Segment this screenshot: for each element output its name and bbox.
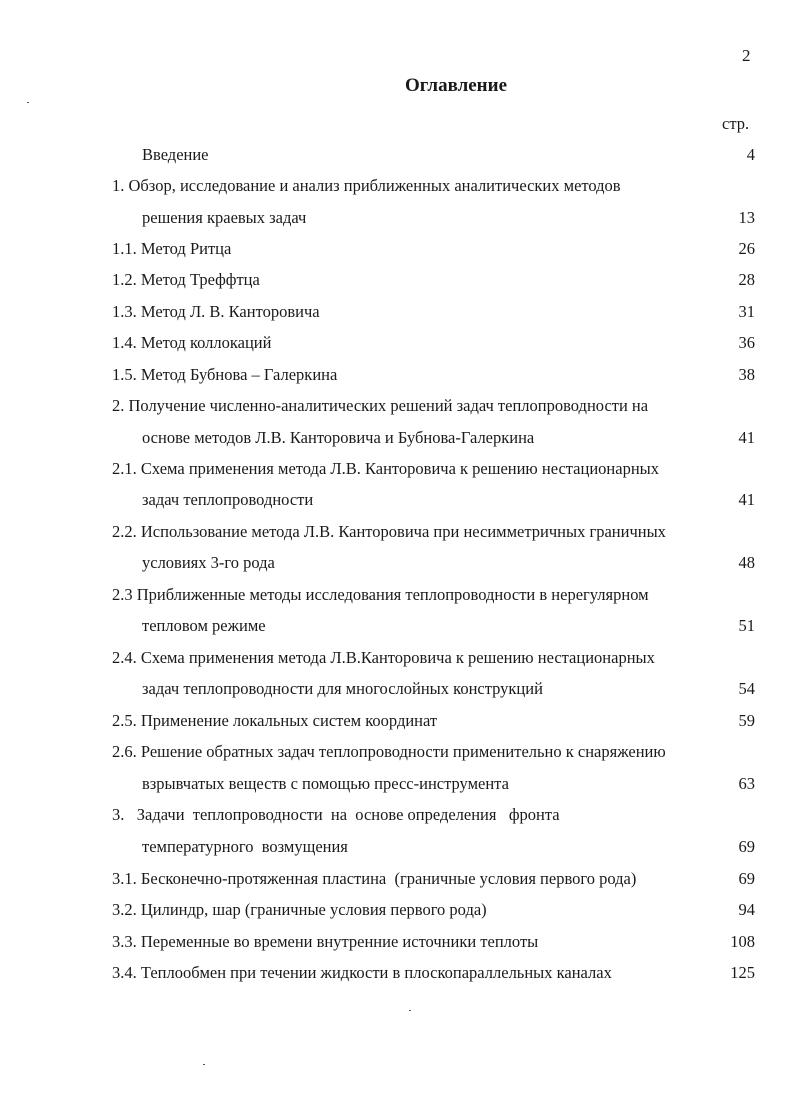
toc-entry-page: 125 [730, 963, 755, 982]
toc-entry-page: 108 [730, 932, 755, 951]
toc-entry-text: 3.1. Бесконечно-протяженная пластина (граничные условия первого рода) [112, 869, 637, 888]
toc-entry-text-continued: задач теплопроводности [142, 490, 314, 509]
toc-entry-page: 41 [738, 490, 755, 509]
toc-entry-text: 1.3. Метод Л. В. Канторовича [112, 302, 320, 321]
toc-entry-text: Введение [142, 145, 209, 164]
toc-entry-page: 13 [738, 208, 755, 227]
toc-entry-text: 2. Получение численно-аналитических решений задач теплопроводности на [112, 396, 649, 415]
toc-entry-text-continued: решения краевых задач [142, 208, 307, 227]
toc-entry-text: 2.6. Решение обратных задач теплопроводности применительно к снаряжению [112, 742, 666, 761]
toc-entry-page: 31 [738, 302, 755, 321]
toc-entry-text: 1. Обзор, исследование и анализ приближенных аналитических методов [112, 176, 621, 195]
toc-entry-page: 38 [738, 365, 755, 384]
page-title: Оглавление [404, 75, 508, 96]
toc-entry-page: 51 [738, 616, 755, 635]
toc-entry-page: 63 [738, 774, 755, 793]
toc-entry-text-continued: задач теплопроводности для многослойных конструкций [142, 679, 543, 698]
toc-entry-page: 48 [738, 553, 755, 572]
toc-entry-text: 3. Задачи теплопроводности на основе определения фронта [112, 805, 560, 824]
page-number: 2 [742, 46, 751, 65]
toc-entry-page: 54 [738, 679, 755, 698]
toc-entry-page: 94 [738, 900, 755, 919]
toc-entry-page: 26 [738, 239, 755, 258]
page-column-header: стр. [722, 114, 750, 133]
toc-entry-text: 2.2. Использование метода Л.В. Канторовича при несимметричных граничных [112, 522, 666, 541]
toc-entry-text-continued: тепловом режиме [142, 616, 266, 635]
toc-entry-text-continued: температурного возмущения [142, 837, 348, 856]
toc-entry-text-continued: условиях 3-го рода [142, 553, 275, 572]
toc-entry-page: 36 [738, 333, 755, 352]
toc-entry-text: 3.4. Теплообмен при течении жидкости в плоскопараллельных каналах [112, 963, 612, 982]
toc-entry-text: 2.5. Применение локальных систем координат [112, 711, 438, 730]
scan-speck [27, 102, 29, 103]
toc-entry-page: 69 [738, 869, 755, 888]
toc-entry-page: 41 [738, 428, 755, 447]
toc-entry-page: 4 [746, 145, 755, 164]
toc-entry-text: 3.3. Переменные во времени внутренние источники теплоты [112, 932, 539, 951]
toc-entry-text: 3.2. Цилиндр, шар (граничные условия первого рода) [112, 900, 487, 919]
toc-entry-text-continued: взрывчатых веществ с помощью пресс-инструмента [142, 774, 509, 793]
toc-entry-page: 69 [738, 837, 755, 856]
toc-entry-page: 28 [738, 270, 755, 289]
toc-entry-text: 1.2. Метод Треффтца [112, 270, 260, 289]
toc-entry-text: 1.4. Метод коллокаций [112, 333, 272, 352]
toc-entry-text: 2.4. Схема применения метода Л.В.Канторовича к решению нестационарных [112, 648, 655, 667]
toc-entry-text: 2.3 Приближенные методы исследования теплопроводности в нерегулярном [112, 585, 649, 604]
toc-entry-text: 1.1. Метод Ритца [112, 239, 232, 258]
toc-entry-text-continued: основе методов Л.В. Канторовича и Бубнова-Галеркина [142, 428, 535, 447]
toc-entry-page: 59 [738, 711, 755, 730]
toc-entry-text: 2.1. Схема применения метода Л.В. Канторовича к решению нестационарных [112, 459, 659, 478]
scan-speck [409, 1010, 411, 1011]
scan-speck [203, 1064, 205, 1065]
toc-entry-text: 1.5. Метод Бубнова – Галеркина [112, 365, 338, 384]
